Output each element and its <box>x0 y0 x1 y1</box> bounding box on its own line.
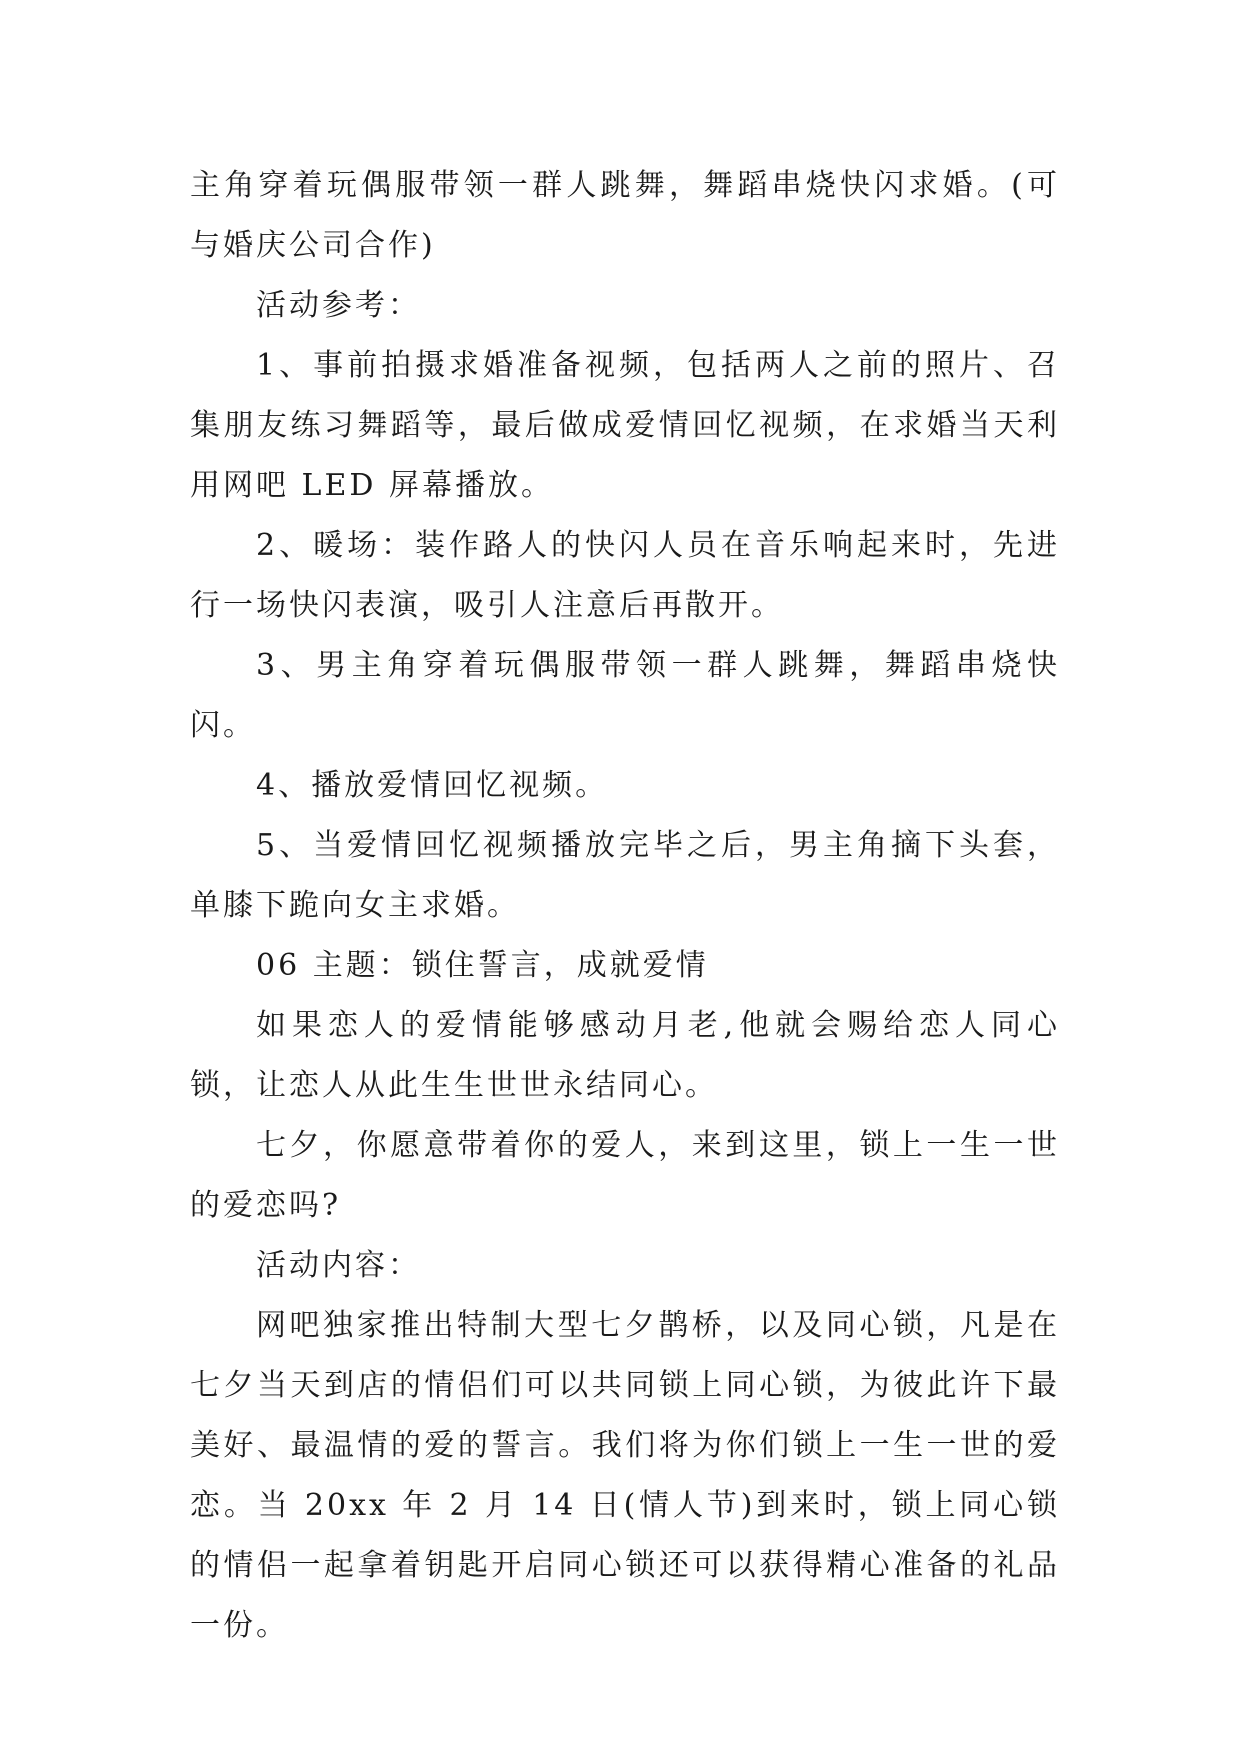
paragraph-continuation: 主角穿着玩偶服带领一群人跳舞，舞蹈串烧快闪求婚。(可与婚庆公司合作) <box>190 168 1060 263</box>
heading-activity-reference: 活动参考： <box>256 288 421 323</box>
section-title-06: 06 主题：锁住誓言，成就爱情 <box>256 948 709 983</box>
paragraph-intro: 如果恋人的爱情能够感动月老,他就会赐给恋人同心锁，让恋人从此生生世世永结同心。 <box>190 1008 1060 1103</box>
list-item-2: 2、暖场：装作路人的快闪人员在音乐响起来时，先进行一场快闪表演，吸引人注意后再散开。 <box>190 528 1060 623</box>
heading-activity-content: 活动内容： <box>256 1248 421 1283</box>
list-item-3: 3、男主角穿着玩偶服带领一群人跳舞，舞蹈串烧快闪。 <box>190 648 1060 743</box>
list-item-5: 5、当爱情回忆视频播放完毕之后，男主角摘下头套，单膝下跪向女主求婚。 <box>190 828 1060 923</box>
paragraph-activity-details: 网吧独家推出特制大型七夕鹊桥，以及同心锁，凡是在七夕当天到店的情侣们可以共同锁上同心锁，为彼此许下最美好、最温情的爱的誓言。我们将为你们锁上一生一世的爱恋。当 20xx 年 2 月 14 日(情人节)到来时，锁上同心锁的情侣一起拿着钥匙开启同心锁还可以获得精心准备的礼品一份。 <box>190 1308 1060 1643</box>
paragraph-question: 七夕，你愿意带着你的爱人，来到这里，锁上一生一世的爱恋吗? <box>190 1128 1060 1223</box>
list-item-4: 4、播放爱情回忆视频。 <box>256 768 609 803</box>
list-item-1: 1、事前拍摄求婚准备视频，包括两人之前的照片、召集朋友练习舞蹈等，最后做成爱情回忆视频，在求婚当天利用网吧 LED 屏幕播放。 <box>190 348 1060 503</box>
document-page <box>190 156 1060 1656</box>
